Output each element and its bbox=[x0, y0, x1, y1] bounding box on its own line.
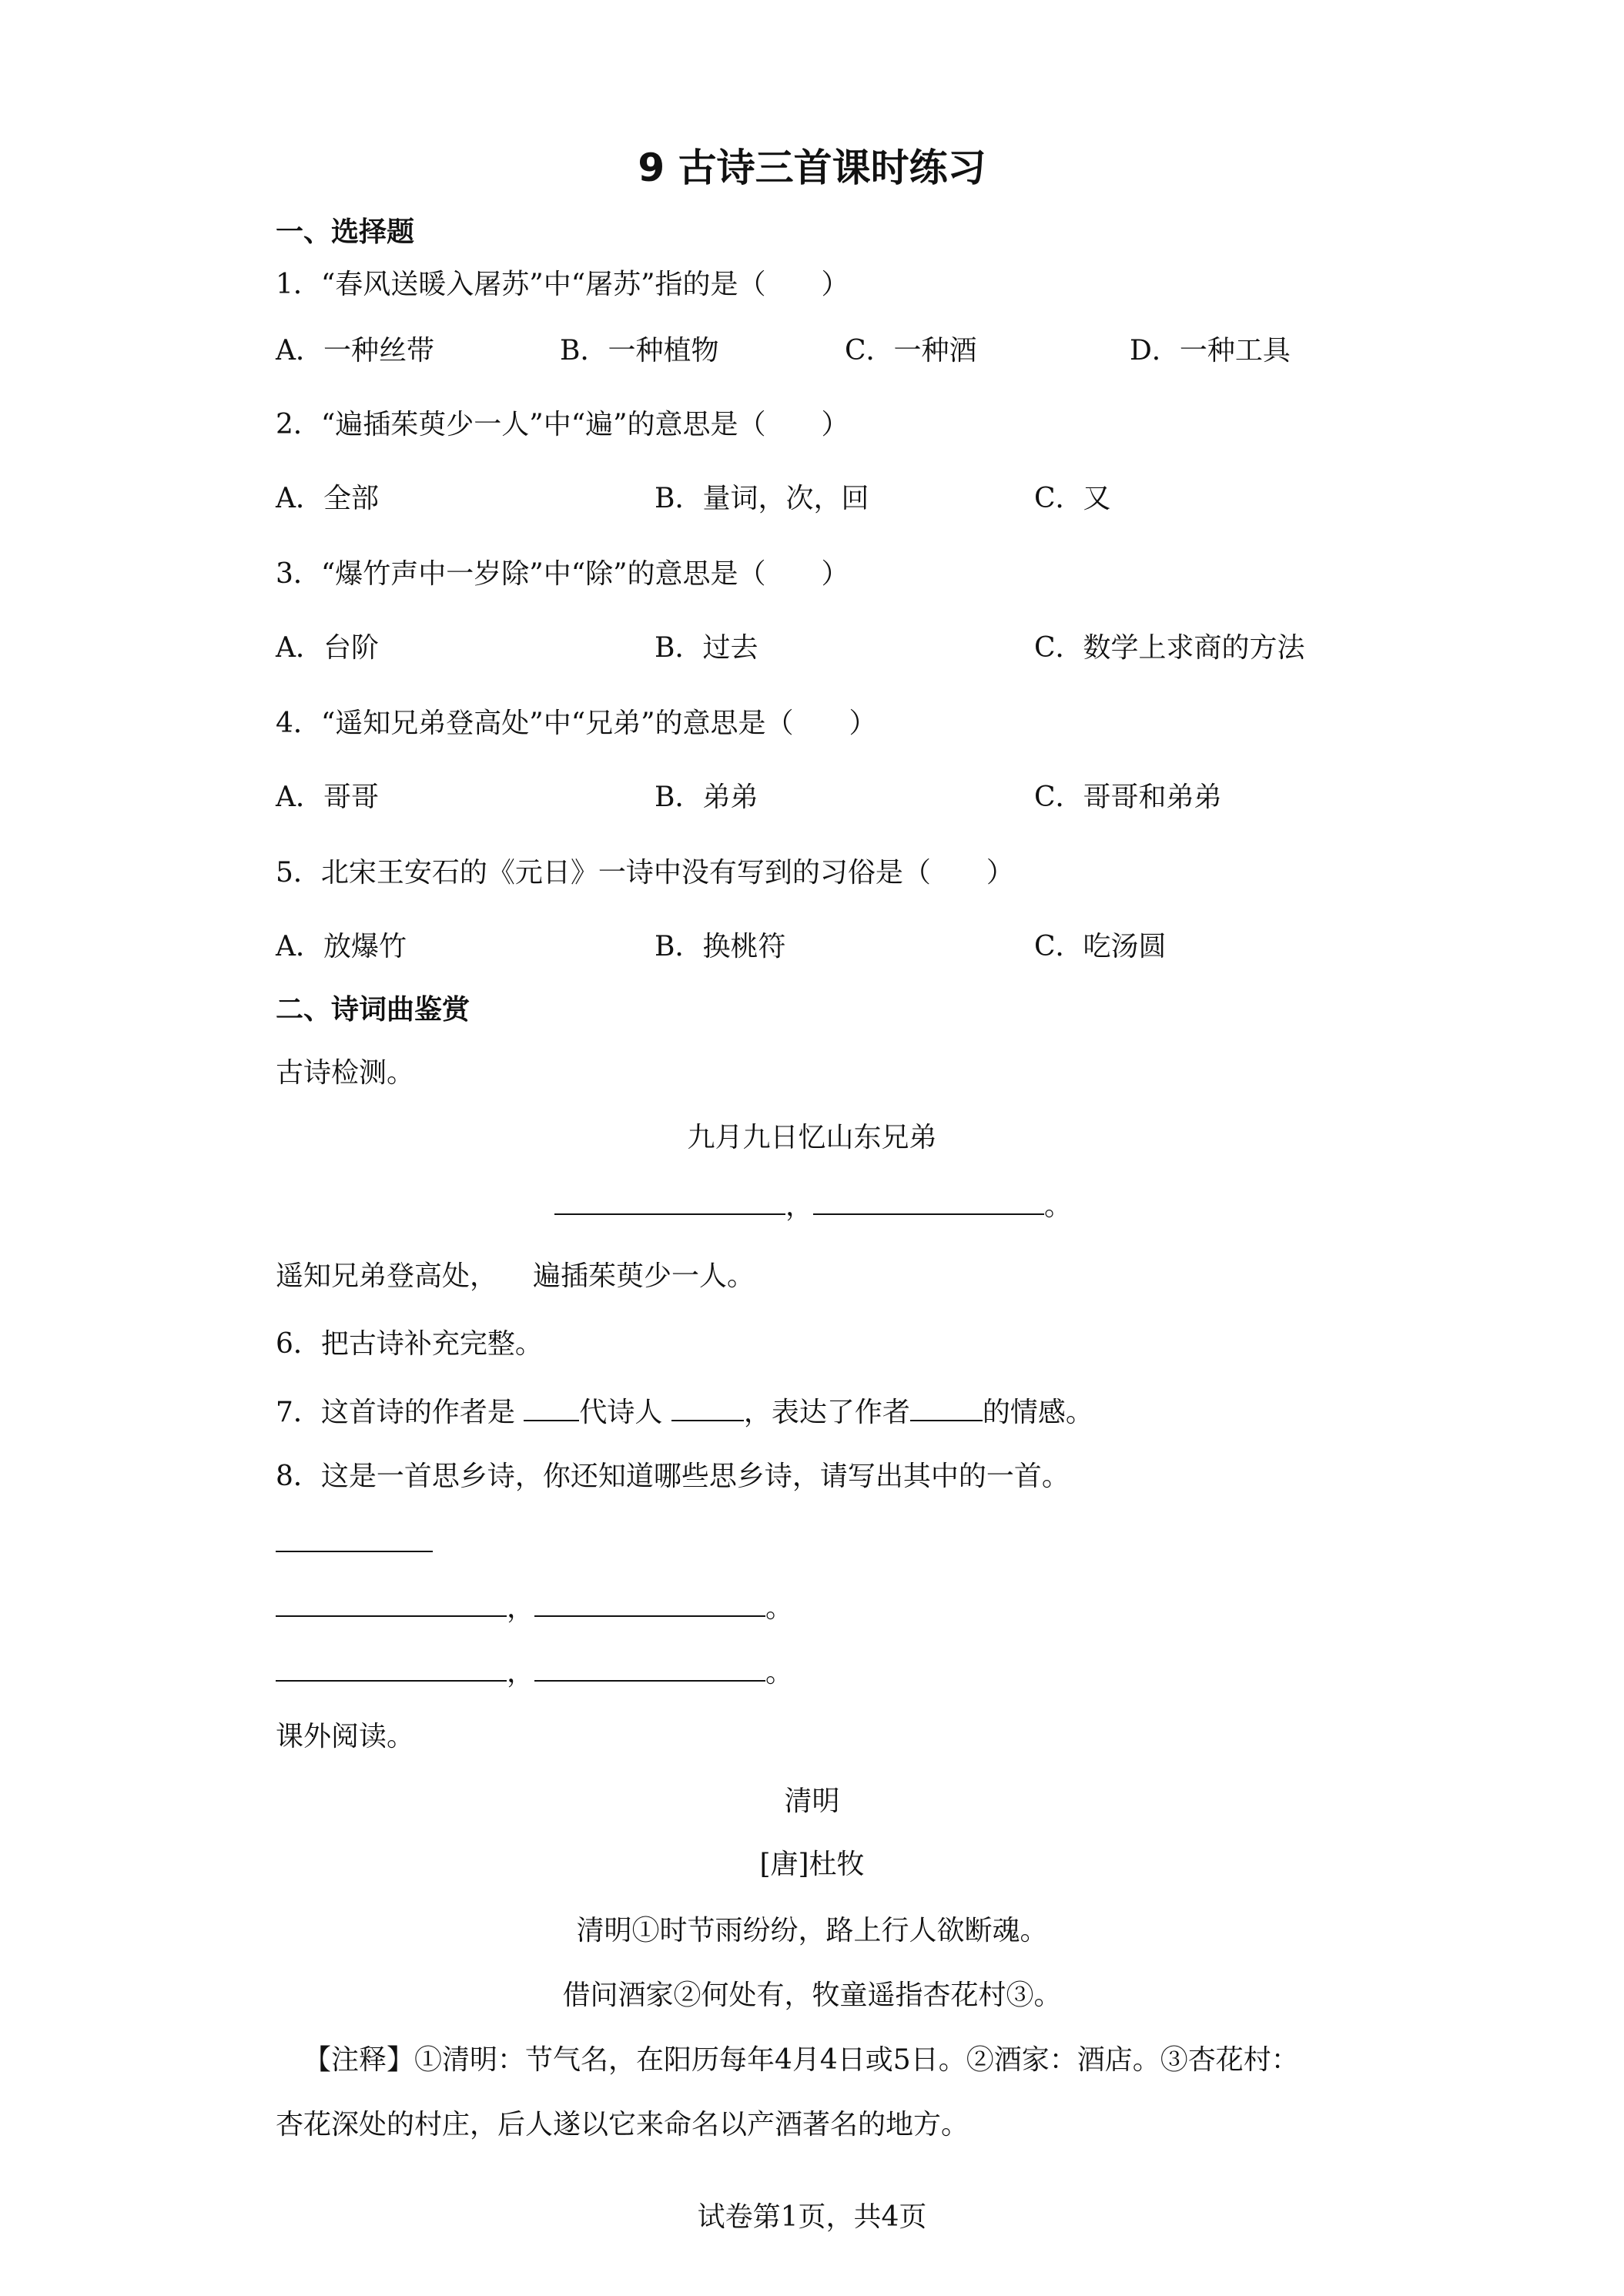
option-a: A．全部 bbox=[276, 483, 379, 514]
section-heading-choice: 一、选择题 bbox=[276, 216, 415, 248]
reading-poem-line-2: 借问酒家②何处有，牧童遥指杏花村③。 bbox=[562, 1980, 1062, 2011]
answer-blank[interactable] bbox=[910, 1392, 983, 1421]
reading-poem-title: 清明 bbox=[784, 1786, 840, 1817]
question-stem: 5．北宋王安石的《元日》一诗中没有写到的习俗是（ ） bbox=[276, 857, 1014, 889]
question-stem: 4．“遥知兄弟登高处”中“兄弟”的意思是（ ） bbox=[276, 708, 877, 739]
option-b: B．过去 bbox=[655, 632, 758, 664]
option-b: B．量词，次，回 bbox=[655, 483, 869, 514]
answer-title-line bbox=[276, 1523, 433, 1562]
option-c: C．哥哥和弟弟 bbox=[1034, 782, 1222, 813]
poem-line-2: 遥知兄弟登高处， 遍插茱萸少一人。 bbox=[276, 1260, 755, 1292]
answer-blank[interactable] bbox=[276, 1652, 507, 1682]
option-b: B．换桃符 bbox=[655, 931, 786, 962]
option-a: A．哥哥 bbox=[276, 782, 379, 813]
option-a: A．一种丝带 bbox=[276, 335, 434, 366]
option-c: C．又 bbox=[1034, 483, 1111, 514]
poem-title: 九月九日忆山东兄弟 bbox=[687, 1122, 937, 1153]
question-8: 8．这是一首思乡诗，你还知道哪些思乡诗，请写出其中的一首。 bbox=[276, 1461, 1070, 1492]
answer-blank[interactable] bbox=[524, 1392, 579, 1421]
reading-poem-author: [唐]杜牧 bbox=[759, 1849, 865, 1880]
intro-text: 古诗检测。 bbox=[276, 1057, 415, 1089]
section-heading-poetry: 二、诗词曲鉴赏 bbox=[276, 994, 470, 1026]
question-stem: 2．“遍插茱萸少一人”中“遍”的意思是（ ） bbox=[276, 409, 849, 440]
question-6: 6．把古诗补充完整。 bbox=[276, 1328, 543, 1360]
option-a: A．放爆竹 bbox=[276, 931, 407, 962]
answer-blank[interactable] bbox=[534, 1588, 765, 1617]
question-stem: 3．“爆竹声中一岁除”中“除”的意思是（ ） bbox=[276, 558, 849, 590]
answer-line-1: ， 。 bbox=[276, 1588, 793, 1627]
option-a: A．台阶 bbox=[276, 632, 379, 664]
option-d: D．一种工具 bbox=[1130, 335, 1291, 366]
answer-line-2: ， 。 bbox=[276, 1652, 793, 1692]
answer-blank[interactable] bbox=[534, 1652, 765, 1682]
reading-poem-line-1: 清明①时节雨纷纷，路上行人欲断魂。 bbox=[576, 1915, 1048, 1946]
option-b: B．一种植物 bbox=[560, 335, 719, 366]
option-c: C．一种酒 bbox=[845, 335, 977, 366]
answer-blank[interactable] bbox=[276, 1588, 507, 1617]
page-footer: 试卷第1页，共4页 bbox=[697, 2201, 927, 2233]
page-title: 9 古诗三首课时练习 bbox=[638, 146, 986, 190]
answer-blank[interactable] bbox=[671, 1392, 744, 1421]
reading-intro: 课外阅读。 bbox=[276, 1721, 415, 1752]
answer-blank[interactable] bbox=[813, 1186, 1044, 1215]
answer-blank[interactable] bbox=[554, 1186, 785, 1215]
question-7: 7．这首诗的作者是 代诗人 ，表达了作者 的情感。 bbox=[276, 1392, 1093, 1431]
poem-line-blanks: ， 。 bbox=[554, 1186, 1072, 1225]
annotation-line-1: 【注释】①清明：节气名，在阳历每年4月4日或5日。②酒家：酒店。③杏花村： bbox=[303, 2044, 1299, 2076]
option-c: C．吃汤圆 bbox=[1034, 931, 1167, 962]
option-b: B．弟弟 bbox=[655, 782, 758, 813]
annotation-line-2: 杏花深处的村庄，后人遂以它来命名以产酒著名的地方。 bbox=[276, 2109, 969, 2140]
answer-blank[interactable] bbox=[276, 1523, 433, 1552]
question-stem: 1．“春风送暖入屠苏”中“屠苏”指的是（ ） bbox=[276, 269, 849, 300]
option-c: C．数学上求商的方法 bbox=[1034, 632, 1305, 664]
